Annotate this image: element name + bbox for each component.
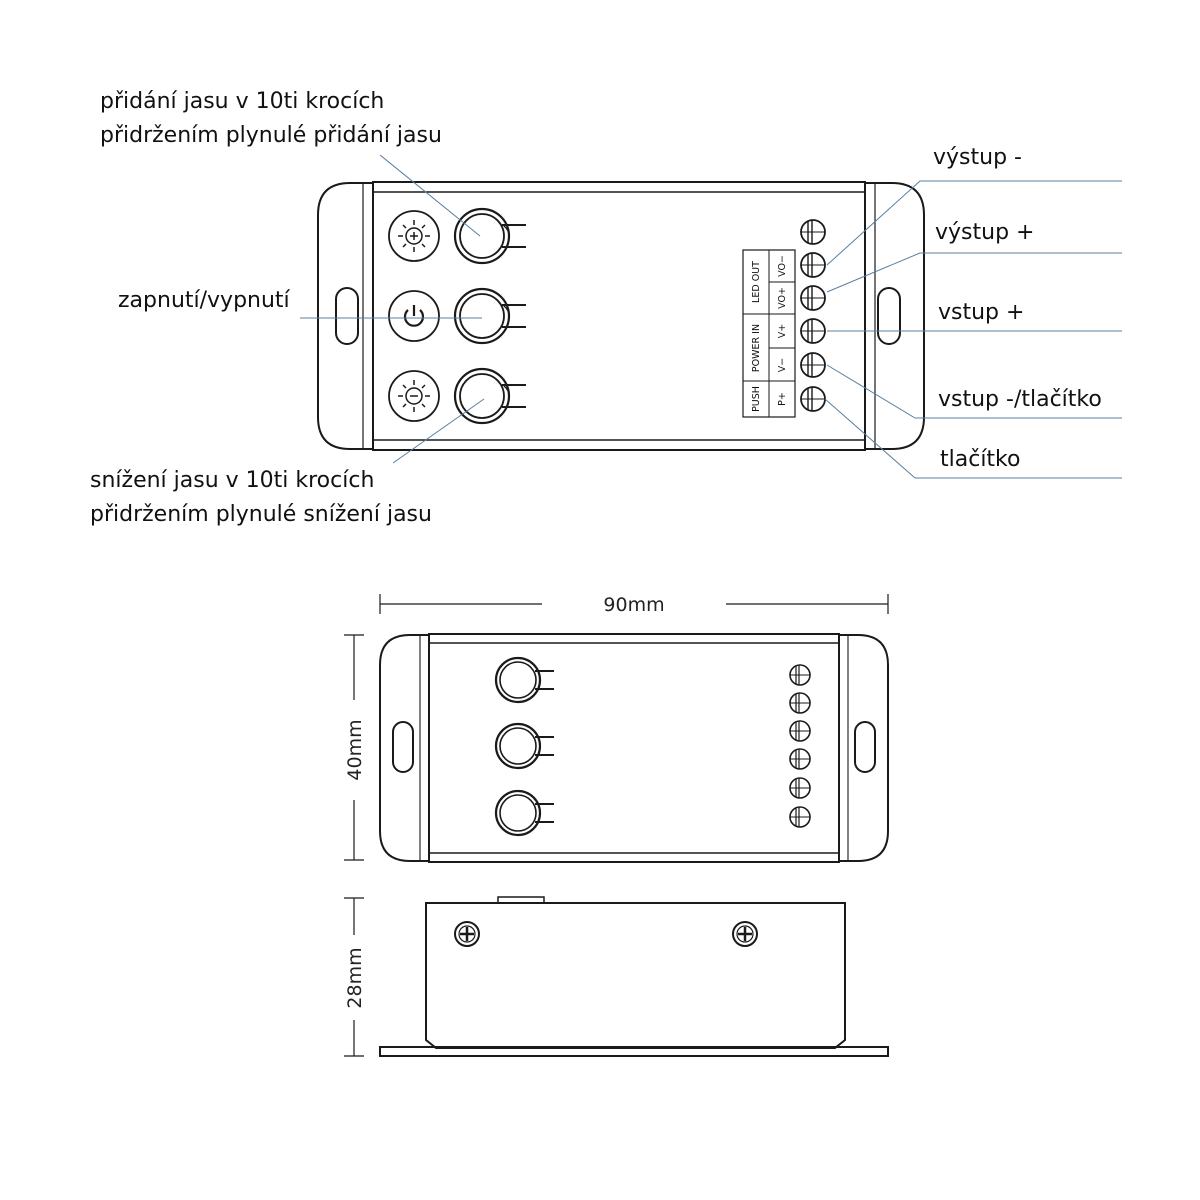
dimension-top-view [344, 594, 888, 862]
brightness-down-line1: snížení jasu v 10ti krocích [90, 468, 375, 493]
brightness-down-line2: přidržením plynulé snížení jasu [90, 502, 432, 527]
width-dimension-label: 90mm [603, 594, 665, 616]
housing-side [426, 903, 845, 1048]
height-dimension-label: 28mm [344, 947, 366, 1009]
pin-vo-plus-label: VO+ [777, 287, 788, 309]
screw-icon [455, 922, 479, 946]
button-annotation: tlačítko [940, 447, 1021, 472]
housing-body [373, 182, 865, 450]
mounting-slot-right [855, 722, 875, 772]
pin-p-plus-label: P+ [777, 392, 788, 406]
top-view-controller [318, 182, 924, 450]
brightness-up-annotation [100, 85, 442, 153]
power-annotation: zapnutí/vypnutí [118, 288, 290, 313]
mounting-slot-right [878, 288, 900, 344]
pin-v-minus-label: V− [777, 357, 788, 373]
mounting-slot-left [393, 722, 413, 772]
group-led-out-label: LED OUT [751, 261, 762, 303]
group-push-label: PUSH [751, 386, 762, 412]
brightness-up-line1: přidání jasu v 10ti krocích [100, 89, 385, 114]
screw-icon [733, 922, 757, 946]
mounting-slot-left [336, 288, 358, 344]
group-power-in-label: POWER IN [751, 323, 762, 373]
input-plus-annotation: vstup + [938, 300, 1025, 325]
housing-body [429, 634, 839, 862]
pin-vo-minus-label: VO− [777, 255, 788, 277]
brightness-up-line2: přidržením plynulé přidání jasu [100, 123, 442, 148]
pin-v-plus-label: V+ [777, 323, 788, 339]
input-minus-button-annotation: vstup -/tlačítko [938, 387, 1102, 412]
output-plus-annotation: výstup + [935, 220, 1035, 245]
output-minus-annotation: výstup - [933, 145, 1022, 170]
side-view [344, 897, 888, 1056]
brightness-down-annotation [90, 464, 432, 532]
depth-dimension-label: 40mm [344, 719, 366, 781]
